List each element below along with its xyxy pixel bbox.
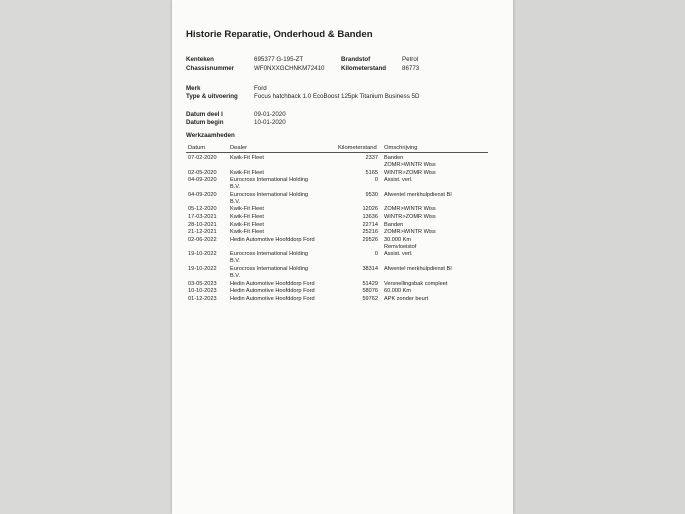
row-kilometerstand: 25216 (362, 229, 378, 236)
row-dealer: Hedin Automotive Hoofddorp Ford (230, 288, 315, 295)
row-datum: 02-05-2020 (188, 169, 217, 176)
row-datum: 17-03-2021 (188, 214, 217, 220)
row-omschrijving: WINTR>ZOMR Wiss (384, 214, 436, 220)
row-dealer: Kwik-Fit Fleet (230, 214, 264, 220)
row-datum: 10-10-2023 (188, 288, 217, 295)
row-omschrijving: 30.000 Km (384, 236, 412, 243)
row-omschrijving: Banden (384, 221, 404, 228)
row-kilometerstand: 0 (374, 251, 378, 258)
type-label: Type & uitvoering (186, 93, 238, 100)
row-dealer: Hedin Automotive Hoofddorp Ford (230, 280, 315, 287)
row-dealer: B.V. (230, 273, 241, 279)
row-omschrijving: Banden (384, 155, 404, 161)
row-datum: 19-10-2022 (188, 266, 217, 272)
column-header-dealer: Dealer (230, 145, 248, 151)
kenteken-value: 695377 G-195-ZT (254, 56, 304, 63)
row-dealer: Eurocross International Holding (230, 177, 309, 184)
brandstof-value: Petrol (402, 56, 419, 63)
row-omschrijving: Afwentel merkhulpdienst BI (384, 266, 452, 272)
row-datum: 02-06-2022 (188, 236, 217, 243)
row-datum: 28-10-2021 (188, 221, 217, 228)
row-kilometerstand: 12026 (362, 206, 378, 213)
row-kilometerstand: 0 (374, 177, 378, 184)
row-dealer: Hedin Automotive Hoofddorp Ford (230, 236, 315, 243)
row-datum: 04-09-2020 (188, 177, 217, 184)
row-dealer: B.V. (230, 198, 241, 205)
kenteken-label: Kenteken (186, 56, 214, 63)
row-omschrijving: WINTR>ZOMR Wiss (384, 169, 436, 176)
row-omschrijving: APK zonder beurt (384, 295, 429, 302)
row-datum: 04-09-2020 (188, 191, 217, 198)
merk-label: Merk (186, 85, 201, 92)
row-dealer: Eurocross International Holding (230, 266, 309, 272)
row-datum: 01-12-2023 (188, 295, 217, 302)
document-title: Historie Reparatie, Onderhoud & Banden (186, 29, 373, 40)
datum-begin-value: 10-01-2020 (254, 119, 286, 126)
row-kilometerstand: 38314 (362, 266, 378, 272)
row-omschrijving: Remvloeistof (384, 243, 417, 250)
row-dealer: B.V. (230, 258, 241, 265)
background-right (513, 0, 685, 514)
row-dealer: Eurocross International Holding (230, 191, 309, 198)
row-datum: 21-12-2021 (188, 229, 217, 236)
row-kilometerstand: 13636 (362, 214, 378, 220)
document-page (172, 0, 513, 514)
merk-value: Ford (254, 85, 267, 92)
column-header-kilometerstand: Kilometerstand (338, 145, 377, 151)
datum-begin-label: Datum begin (186, 119, 224, 126)
row-kilometerstand: 2337 (365, 155, 378, 161)
row-kilometerstand: 51429 (362, 280, 378, 287)
column-header-omschrijving: Omschrijving (384, 145, 418, 151)
row-omschrijving: Assist. verl. (384, 251, 413, 258)
background-left (0, 0, 172, 514)
row-kilometerstand: 58076 (362, 288, 378, 295)
row-kilometerstand: 5165 (365, 169, 378, 176)
row-kilometerstand: 59762 (362, 295, 378, 302)
row-omschrijving: Afwentel merkhulpdienst BI (384, 191, 452, 198)
row-datum: 19-10-2022 (188, 251, 217, 258)
row-kilometerstand: 29526 (362, 236, 378, 243)
row-kilometerstand: 22714 (362, 221, 378, 228)
brandstof-label: Brandstof (341, 56, 371, 63)
row-omschrijving: Assist. verl. (384, 177, 413, 184)
kilometerstand-label: Kilometerstand (341, 65, 387, 72)
row-omschrijving: ZOMR>WINTR Wiss (384, 162, 436, 168)
row-omschrijving: ZOMR>WINTR Wiss (384, 206, 436, 213)
chassis-value: WF0NXXGCHNKM72410 (254, 65, 325, 72)
type-value: Focus hatchback 1.0 EcoBoost 125pk Titanium Business 5D (254, 93, 420, 100)
datum-deel-value: 09-01-2020 (254, 111, 286, 118)
row-dealer: Hedin Automotive Hoofddorp Ford (230, 295, 315, 302)
row-dealer: Eurocross International Holding (230, 251, 309, 258)
kilometerstand-value: 86773 (402, 65, 420, 72)
row-datum: 07-02-2020 (188, 155, 217, 161)
werkzaamheden-table (172, 0, 513, 514)
werkzaamheden-heading: Werkzaamheden (186, 132, 235, 139)
row-dealer: Kwik-Fit Fleet (230, 169, 264, 176)
row-omschrijving: 60.000 Km (384, 288, 412, 295)
row-datum: 03-05-2023 (188, 280, 217, 287)
row-dealer: Kwik-Fit Fleet (230, 206, 264, 213)
row-dealer: Kwik-Fit Fleet (230, 155, 264, 161)
row-dealer: B.V. (230, 184, 241, 191)
row-kilometerstand: 9530 (365, 191, 378, 198)
row-omschrijving: ZOMR>WINTR Wiss (384, 229, 436, 236)
datum-deel-label: Datum deel I (186, 111, 223, 118)
row-dealer: Kwik-Fit Fleet (230, 221, 264, 228)
row-dealer: Kwik-Fit Fleet (230, 229, 264, 236)
row-datum: 05-12-2020 (188, 206, 217, 213)
column-header-datum: Datum (188, 145, 206, 151)
row-omschrijving: Versnellingsbak compleet (384, 280, 448, 287)
chassis-label: Chassisnummer (186, 65, 235, 72)
